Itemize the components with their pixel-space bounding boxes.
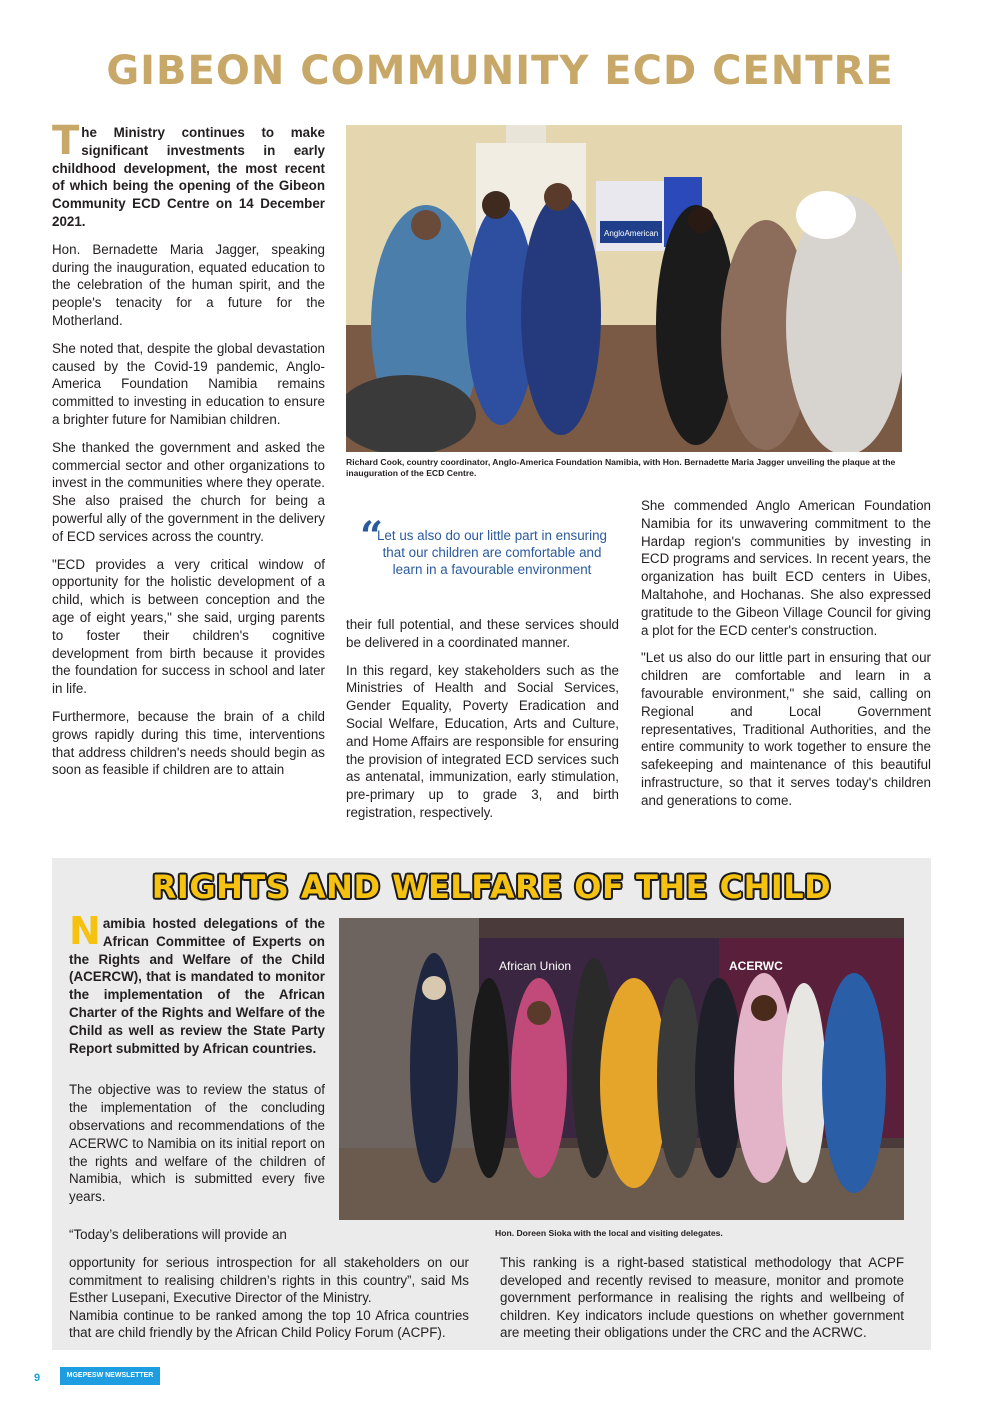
- delegates-photo-caption: Hon. Doreen Sioka with the local and visiting delegates.: [495, 1228, 723, 1238]
- page-number: 9: [34, 1372, 41, 1384]
- article1-paragraph: "ECD provides a very critical window of opportunity for the holistic development of a child, which is between conception and the age of eight years," she said, urging parents to foster their children's cognitive development from birth because it provides the foundation for success in school and later in life.: [52, 556, 325, 697]
- article1-paragraph: "Let us also do our little part in ensuring that our children are comfortable and learn in a favourable environment," she said, calling on Regional and Local Government representatives, Traditional Authorities, and the entire community to work together to ensure the safekeeping and maintenance of this beautiful infrastructure, so that it serves today's children and generations to come.: [641, 650, 931, 808]
- article2-column-left: [69, 909, 325, 1254]
- article1-paragraph: She noted that, despite the global devastation caused by the Covid-19 pandemic, Anglo-America Foundation Namibia remains committed to investing in education to ensure a brighter future for Namibian children.: [52, 340, 325, 427]
- article1-paragraph: Furthermore, because the brain of a child grows rapidly during this time, interventions that address children's needs should begin as soon as feasible if children are to attain: [52, 708, 325, 778]
- article2-paragraph-start: “Today’s deliberations will provide an: [69, 1226, 287, 1242]
- newsletter-tag: MGEPESW NEWSLETTER: [60, 1367, 160, 1385]
- article1-column-1: [52, 118, 325, 789]
- pull-quote: [360, 513, 618, 578]
- acerwc-banner-text: ACERWC: [729, 959, 783, 973]
- au-banner-text: African Union: [499, 959, 572, 973]
- article2-paragraph: This ranking is a right-based statistical methodology that ACPF developed and recently revised to measure, monitor and promote government performance in realising the rights and wellbeing of children. Key indicators include questions on whether government are meeting their obligations under the CRC and the ACRWC.: [500, 1255, 904, 1340]
- article2-lead-paragraph: [69, 909, 325, 1057]
- article1-paragraph: Hon. Bernadette Maria Jagger, speaking during the inauguration, equated education to the celebration of the human spirit, and the people's tenacity for a future for the Motherland.: [52, 241, 325, 328]
- article1-paragraph: their full potential, and these services should be delivered in a coordinated manner.: [346, 617, 619, 650]
- article2-paragraph: Namibia continue to be ranked among the top 10 Africa countries that are child friendly by the African Child Policy Forum (ACPF).: [69, 1307, 469, 1340]
- unveiling-photo: [346, 125, 902, 452]
- article2-bottom-right: [500, 1254, 904, 1342]
- article1-column-3: [641, 497, 931, 820]
- dropcap-letter: N: [69, 909, 101, 953]
- dropcap-letter: T: [52, 118, 80, 164]
- article2-bottom-left: [69, 1254, 469, 1342]
- article-title-rights: RIGHTS AND WELFARE OF THE CHILD: [151, 868, 832, 906]
- article1-paragraph: She thanked the government and asked the commercial sector and other organizations to invest in the communities where they operate. She also praised the church for being a powerful ally of the government in the delivery of ECD services across the country.: [52, 439, 325, 544]
- article1-lead-text: he Ministry continues to make significant investments in early childhood development, the most recent of which being the opening of the Gibeon Community ECD Centre on 14 December 2021.: [52, 125, 325, 229]
- quote-mark-icon: “: [360, 513, 384, 560]
- plaque-logo-text: AngloAmerican: [604, 229, 659, 238]
- unveiling-photo-caption: Richard Cook, country coordinator, Anglo-America Foundation Namibia, with Hon. Bernadette Maria Jagger unveiling the plaque at the inauguration of the ECD Centre.: [346, 457, 896, 478]
- article1-column-2: [346, 616, 619, 832]
- article2-paragraph: opportunity for serious introspection for all stakeholders on our commitment to realising children’s rights in this country”, said Ms Esther Lusepani, Executive Director of the Ministry.: [69, 1255, 469, 1305]
- article2-lead-text: amibia hosted delegations of the African Committee of Experts on the Rights and Welfare of the Child (ACERCW), that is mandated to monitor the implementation of the African Charter of the Rights and Welfare of the Child as well as review the State Party Report submitted by African countries.: [69, 916, 325, 1056]
- delegates-photo: [339, 918, 904, 1220]
- article1-paragraph: She commended Anglo American Foundation Namibia for its unwavering commitment to the Hardap region's communities by investing in ECD programs and services. In recent years, the organization has built ECD centers in Uibes, Maltahohe, and Hochanas. She also expressed gratitude to the Gibeon Village Council for giving a plot for the ECD center's construction.: [641, 498, 931, 638]
- article-title-gibeon: GIBEON COMMUNITY ECD CENTRE: [106, 48, 894, 94]
- article1-paragraph: In this regard, key stakeholders such as the Ministries of Health and Social Services, Gender Equality, Poverty Eradication and Social Welfare, Education, Arts and Culture, and Home Affairs are responsible for ensuring the provision of integrated ECD services such as antenatal, immunization, early stimulation, pre-primary up to grade 3, and birth registration, respectively.: [346, 662, 619, 820]
- article1-lead-paragraph: [52, 118, 325, 231]
- article2-paragraph: The objective was to review the status of the implementation of the concluding observations and recommendations of the ACERWC to Namibia on its initial report on the rights and welfare of the children of Namibia, which is submitted every five years.: [69, 1082, 325, 1205]
- pull-quote-text: Let us also do our little part in ensuring that our children are comfortable and learn in a favourable environment: [376, 528, 607, 577]
